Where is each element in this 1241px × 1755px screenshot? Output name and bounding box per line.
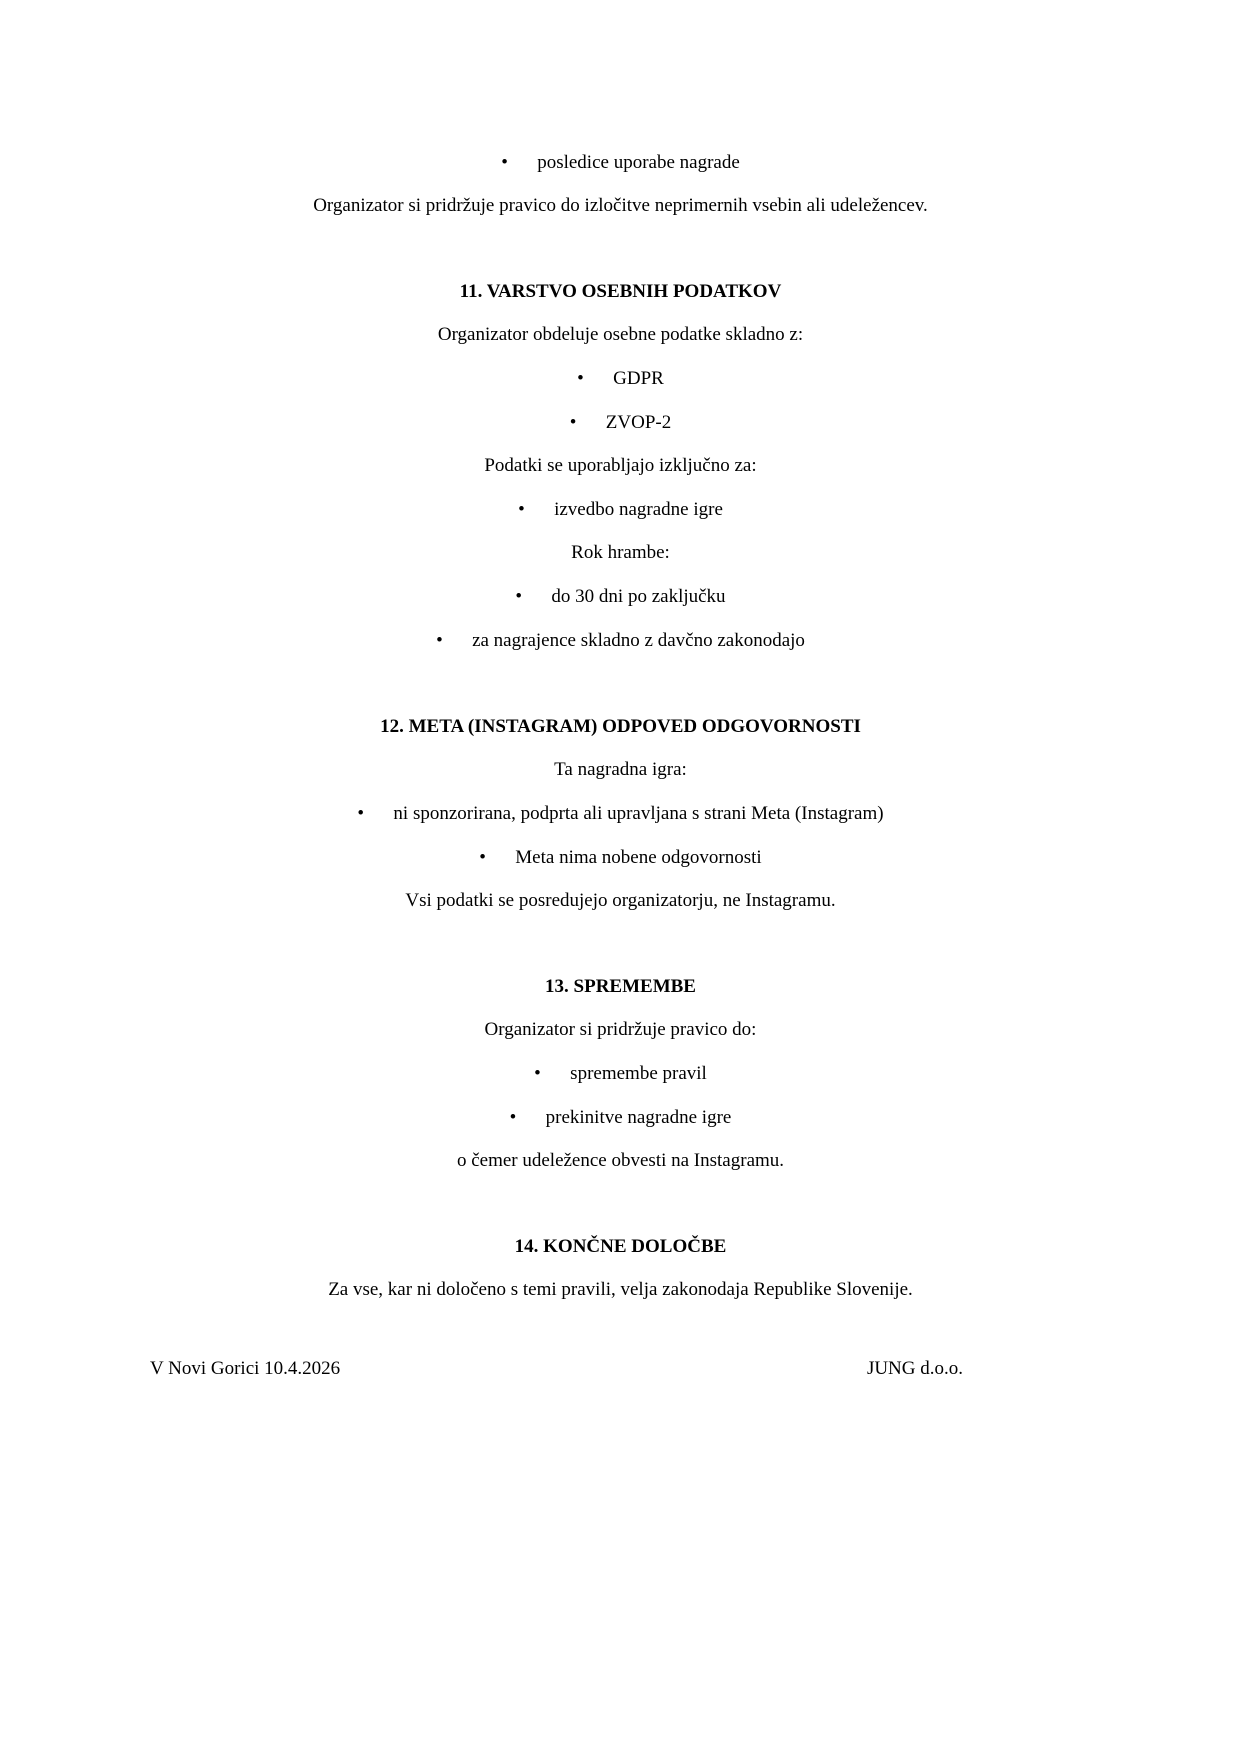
bullet-icon: • xyxy=(534,1063,541,1084)
list-item xyxy=(0,1062,1241,1086)
list-item xyxy=(0,411,1241,435)
paragraph: o čemer udeležence obvesti na Instagramu. xyxy=(456,1150,785,1171)
list-item xyxy=(0,498,1241,522)
list-item-text: ZVOP-2 xyxy=(605,412,672,433)
paragraph: Za vse, kar ni določeno s temi pravili, velja zakonodaja Republike Slovenije. xyxy=(328,1279,913,1300)
list-item-text: prekinitve nagradne igre xyxy=(545,1107,732,1128)
bullet-icon: • xyxy=(357,803,365,824)
bullet-icon: • xyxy=(515,586,523,607)
section-heading-13: 13. SPREMEMBE xyxy=(545,976,696,997)
paragraph: Podatki se uporabljajo izključno za: xyxy=(484,455,757,476)
bullet-icon: • xyxy=(479,847,486,868)
section-heading-14: 14. KONČNE DOLOČBE xyxy=(514,1236,727,1257)
list-item-text: izvedbo nagradne igre xyxy=(554,499,723,520)
paragraph: Vsi podatki se posredujejo organizatorju, ne Instagramu. xyxy=(405,890,836,911)
list-item xyxy=(0,367,1241,391)
paragraph: Ta nagradna igra: xyxy=(554,759,687,780)
list-item xyxy=(0,629,1241,653)
list-item-text: GDPR xyxy=(613,368,664,389)
list-item-text: za nagrajence skladno z davčno zakonodajo xyxy=(472,630,805,651)
company-name: JUNG d.o.o. xyxy=(866,1358,963,1379)
paragraph: Organizator obdeluje osebne podatke skladno z: xyxy=(437,324,804,345)
paragraph: Organizator si pridržuje pravico do: xyxy=(484,1019,757,1040)
list-item-text: do 30 dni po zaključku xyxy=(551,586,726,607)
list-item xyxy=(0,846,1241,870)
list-item-text: Meta nima nobene odgovornosti xyxy=(515,847,762,868)
bullet-icon: • xyxy=(509,1107,517,1128)
paragraph: Rok hrambe: xyxy=(571,542,670,563)
bullet-icon: • xyxy=(577,368,584,389)
bullet-icon: • xyxy=(518,499,525,520)
list-item xyxy=(0,802,1241,826)
place-date: V Novi Gorici 10.4.2026 xyxy=(150,1358,341,1379)
bullet-icon: • xyxy=(569,412,577,433)
list-item-text: ni sponzorirana, podprta ali upravljana s strani Meta (Instagram) xyxy=(393,803,884,824)
list-item xyxy=(0,151,1241,175)
section-heading-12: 12. META (INSTAGRAM) ODPOVED ODGOVORNOSTI xyxy=(380,716,861,737)
section-heading-11: 11. VARSTVO OSEBNIH PODATKOV xyxy=(459,281,782,302)
bullet-icon: • xyxy=(436,630,443,651)
list-item-text: spremembe pravil xyxy=(570,1063,707,1084)
bullet-icon: • xyxy=(501,152,508,173)
list-item xyxy=(0,1106,1241,1130)
paragraph: Organizator si pridržuje pravico do izločitve neprimernih vsebin ali udeležencev. xyxy=(313,195,928,216)
list-item-text: posledice uporabe nagrade xyxy=(537,152,740,173)
list-item xyxy=(0,585,1241,609)
